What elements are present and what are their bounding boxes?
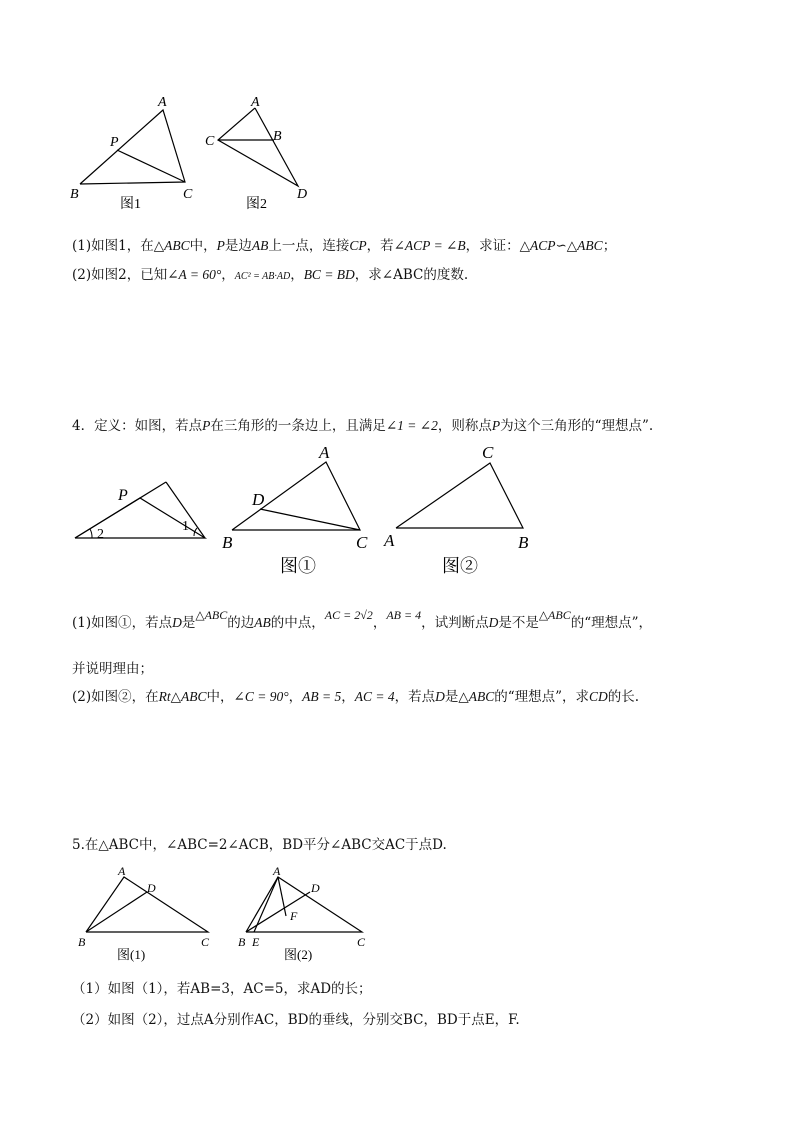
text: 为这个三角形的“理想点”.: [500, 418, 654, 434]
text: ；: [602, 238, 617, 254]
q5-fig2-label-c: C: [357, 935, 366, 949]
text: 是: [444, 689, 459, 705]
q3-fig1-label-b: B: [70, 187, 79, 202]
math: ∠1 = ∠2: [385, 418, 438, 433]
q4-fig0-label-p: P: [118, 487, 128, 504]
q3-fig2-label-c: C: [205, 134, 215, 149]
q5-figure-1: [72, 864, 222, 969]
math: BC = BD: [303, 267, 355, 282]
math: △ABC: [538, 608, 571, 622]
q5-fig2-label-f: F: [290, 909, 298, 923]
math: AC = 2√2: [324, 608, 373, 622]
text: （1）如图（1），若AB=3，AC=5，求AD的长；: [72, 981, 372, 997]
q4-fig2-label-b: B: [518, 533, 529, 552]
q4-fig1-label-d: D: [252, 490, 265, 509]
q3-fig2-caption: 图2: [246, 197, 267, 212]
math: D: [488, 615, 499, 630]
math: AB: [254, 615, 271, 630]
q3-figure-2: [200, 90, 330, 215]
math: △ACP∽△ABC: [519, 238, 603, 253]
text: 上一点，连接: [268, 238, 350, 254]
math: AB = 4: [386, 608, 422, 622]
text: 的中点，: [270, 615, 325, 631]
q3-fig1-label-a: A: [158, 95, 167, 110]
q4-fig1-label-b: B: [222, 533, 233, 552]
text: ，求∠ABC的度数.: [354, 267, 469, 283]
text: (1)如图①，若点: [72, 615, 173, 631]
q4-figure-2: [378, 440, 538, 580]
math: △ABC: [153, 238, 190, 253]
q5-fig2-caption: 图(2): [284, 947, 313, 962]
q4-figure-1: [220, 440, 380, 580]
math: D: [172, 615, 182, 630]
q5-part2: [72, 1011, 520, 1029]
q5-fig1-label-c: C: [201, 935, 210, 949]
q5-fig1-drawing: [72, 864, 222, 969]
q4-fig0-label-2: 2: [97, 527, 104, 542]
q3-fig1-caption: 图1: [120, 197, 141, 212]
text: 在三角形的一条边上，且满足: [210, 418, 386, 434]
math: △ABC: [458, 689, 495, 704]
math: △ABC: [195, 608, 228, 622]
q5-part1: [72, 980, 372, 998]
text: ，: [372, 615, 387, 631]
text: 是: [181, 615, 196, 631]
math: CD: [589, 689, 608, 704]
text: ，若: [366, 238, 394, 254]
math: AC² = AB·AD: [234, 271, 291, 282]
q3-figure-2-drawing: [200, 90, 330, 215]
q3-fig1-label-c: C: [183, 187, 193, 202]
q4-figure-definition: [70, 480, 215, 550]
text: ，: [221, 267, 235, 283]
text: 的边: [227, 615, 255, 631]
q3-figure-1: [60, 90, 210, 215]
math: AC = 4: [354, 689, 395, 704]
q5-figure-2: [232, 864, 382, 969]
q4-part1: [72, 608, 653, 632]
q4-fig0-label-1: 1: [182, 519, 189, 534]
text: ，求证：: [465, 238, 520, 254]
text: 是不是: [498, 615, 539, 631]
text: ，: [290, 267, 304, 283]
math: AB: [251, 238, 269, 253]
q5-stem: [72, 836, 447, 854]
q5-fig2-label-d: D: [311, 881, 320, 895]
text: ，若点: [394, 689, 436, 705]
q3-fig2-label-b: B: [273, 129, 282, 144]
q4-fig0-drawing: [70, 480, 215, 550]
text: 中，: [206, 689, 234, 705]
text: 中，: [189, 238, 217, 254]
math: D: [435, 689, 445, 704]
math: CP: [349, 238, 367, 253]
q5-fig2-label-e: E: [252, 935, 260, 949]
q5-fig1-label-b: B: [78, 935, 86, 949]
text: ，试判断点: [421, 615, 489, 631]
text: 的“理想点”，: [570, 615, 653, 631]
math: P: [202, 418, 211, 433]
q4-fig2-drawing: [378, 440, 538, 580]
text: (2)如图②，在: [72, 689, 159, 705]
q4-part2: [72, 688, 639, 706]
text: 是边: [224, 238, 252, 254]
q4-fig1-label-c: C: [356, 533, 368, 552]
text: (2)如图2，已知: [72, 267, 168, 283]
q4-fig1-label-a: A: [319, 443, 330, 462]
text: 并说明理由；: [72, 661, 153, 677]
q3-figure-1-drawing: [60, 90, 210, 215]
q4-fig2-caption: 图②: [442, 556, 478, 576]
text: (1)如图1，在: [72, 238, 154, 254]
math: Rt△ABC: [158, 689, 207, 704]
math: ∠A = 60°: [167, 267, 222, 282]
q3-fig2-label-a: A: [251, 95, 260, 110]
text: 的长.: [607, 689, 640, 705]
q4-stem: [72, 417, 653, 435]
q5-fig1-label-a: A: [118, 864, 126, 878]
q3-part2: [72, 266, 468, 286]
q3-fig1-label-p: P: [110, 135, 119, 150]
q4-fig1-caption: 图①: [280, 556, 316, 576]
text: 的“理想点”，求: [494, 689, 590, 705]
q5-fig1-label-d: D: [147, 881, 156, 895]
text: ，: [288, 689, 303, 705]
q5-fig2-label-b: B: [238, 935, 246, 949]
math: P: [216, 238, 225, 253]
text: 5.在△ABC中，∠ABC=2∠ACB，BD平分∠ABC交AC于点D.: [72, 837, 447, 853]
q5-fig2-label-a: A: [273, 864, 281, 878]
math: P: [491, 418, 501, 433]
q5-fig2-drawing: [232, 864, 382, 969]
text: （2）如图（2），过点A分别作AC，BD的垂线，分别交BC，BD于点E，F.: [72, 1012, 520, 1028]
q4-fig2-label-c: C: [482, 443, 494, 462]
math: AB = 5: [302, 689, 342, 704]
q3-fig2-label-d: D: [297, 187, 308, 202]
text: ，: [341, 689, 355, 705]
text: 4．定义：如图，若点: [72, 418, 203, 434]
q3-part1: [72, 237, 616, 255]
q5-fig1-caption: 图(1): [117, 947, 146, 962]
math: ∠C = 90°: [233, 689, 289, 704]
q4-part1-line2: [72, 660, 153, 678]
text: ，则称点: [437, 418, 492, 434]
q4-fig1-drawing: [220, 440, 380, 580]
q4-fig2-label-a: A: [384, 531, 395, 550]
math: ∠ACP = ∠B: [393, 238, 466, 253]
